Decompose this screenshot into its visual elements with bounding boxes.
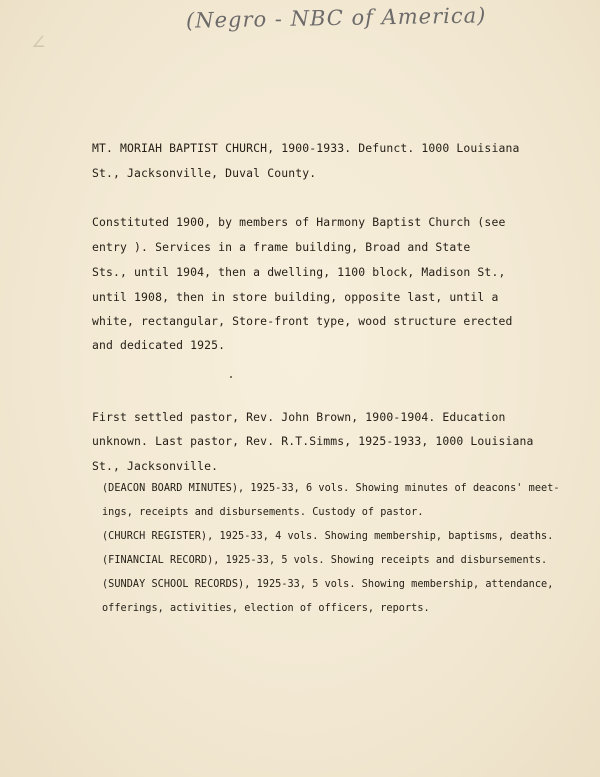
- record-line: ings, receipts and disbursements. Custody of pastor.: [102, 507, 424, 518]
- entry-heading-line: MT. MORIAH BAPTIST CHURCH, 1900-1933. Defunct. 1000 Louisiana: [92, 141, 520, 155]
- pastor-line: St., Jacksonville.: [92, 459, 219, 473]
- history-line: white, rectangular, Store-front type, wood structure erected: [92, 314, 513, 328]
- stray-mark: [230, 376, 232, 378]
- history-line: Sts., until 1904, then a dwelling, 1100 block, Madison St.,: [92, 265, 506, 279]
- handwritten-annotation: (Negro - NBC of America): [185, 3, 487, 33]
- record-line: offerings, activities, election of officers, reports.: [102, 603, 430, 614]
- entry-address-line: St., Jacksonville, Duval County.: [92, 166, 317, 180]
- corner-pencil-mark: ∠: [30, 30, 47, 54]
- record-line: (CHURCH REGISTER), 1925-33, 4 vols. Showing membership, baptisms, deaths.: [102, 531, 554, 542]
- pastor-line: First settled pastor, Rev. John Brown, 1900-1904. Education: [92, 410, 506, 424]
- pastor-line: unknown. Last pastor, Rev. R.T.Simms, 1925-1933, 1000 Louisiana: [92, 434, 534, 448]
- history-line: and dedicated 1925.: [92, 338, 226, 352]
- history-line: until 1908, then in store building, opposite last, until a: [92, 290, 499, 304]
- record-line: (DEACON BOARD MINUTES), 1925-33, 6 vols. Showing minutes of deacons' meet-: [102, 483, 560, 494]
- record-line: (SUNDAY SCHOOL RECORDS), 1925-33, 5 vols. Showing membership, attendance,: [102, 579, 554, 590]
- history-line: entry ). Services in a frame building, Broad and State: [92, 240, 471, 254]
- record-line: (FINANCIAL RECORD), 1925-33, 5 vols. Showing receipts and disbursements.: [102, 555, 548, 566]
- history-line: Constituted 1900, by members of Harmony Baptist Church (see: [92, 215, 506, 229]
